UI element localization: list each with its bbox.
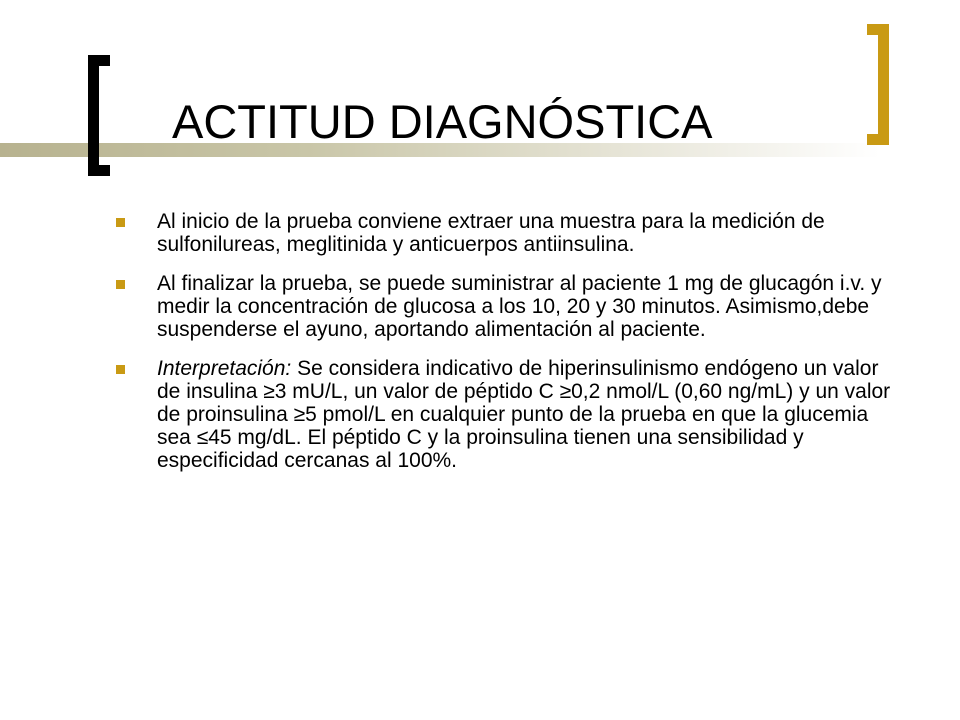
right-bracket-bottom — [867, 134, 889, 145]
bullet-item — [116, 272, 906, 341]
square-bullet-icon — [116, 365, 125, 374]
bullet-text — [157, 272, 882, 341]
bullet-body: Al finalizar la prueba, se puede suministrar al paciente 1 mg de glucagón i.v. y medir la concentración de glucosa a los 10, 20 y 30 minutos. Asimismo,debe suspenderse el ayuno, aportando alimentación al paciente. — [157, 272, 882, 341]
bullet-body: Se considera indicativo de hiperinsulinismo endógeno un valor de insulina ≥3 mU/L, un valor de péptido C ≥0,2 nmol/L (0,60 ng/mL) y un valor de proinsulina ≥5 pmol/L en cualquier punto de la prueba en que la glucemia sea ≤45 mg/dL. El péptido C y la proinsulina tienen una sensibilidad y especificidad cercanas al 100%. — [157, 357, 891, 472]
bullet-text — [157, 210, 825, 256]
right-bracket — [878, 24, 889, 145]
right-bracket-top — [867, 24, 889, 35]
left-bracket — [88, 55, 99, 176]
left-bracket-top — [88, 55, 110, 66]
bullet-text — [157, 357, 890, 472]
bullet-body: Al inicio de la prueba conviene extraer una muestra para la medición de sulfonilureas, meglitinida y anticuerpos antiinsulina. — [157, 210, 825, 256]
bullet-item — [116, 357, 906, 472]
bullet-item — [116, 210, 906, 256]
left-bracket-bottom — [88, 165, 110, 176]
bullet-lead: Interpretación: — [157, 357, 292, 380]
square-bullet-icon — [116, 218, 125, 227]
bullet-list — [116, 210, 906, 488]
slide-title: ACTITUD DIAGNÓSTICA — [172, 95, 713, 148]
square-bullet-icon — [116, 280, 125, 289]
